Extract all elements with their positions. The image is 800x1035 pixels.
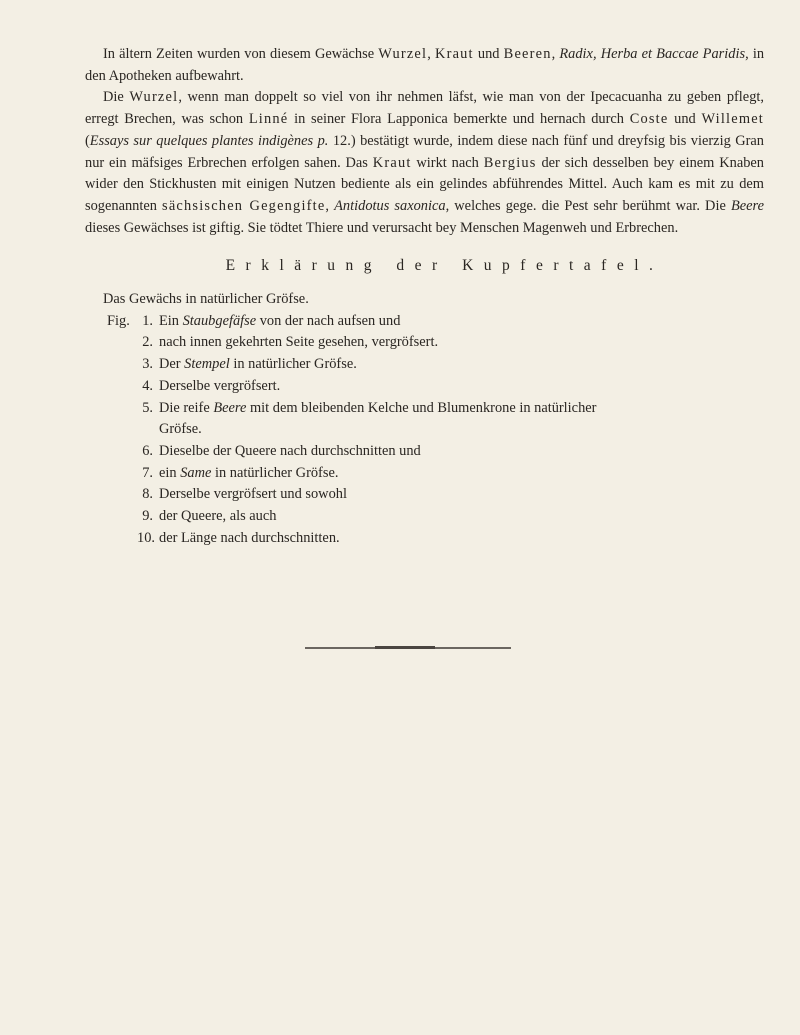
plate-intro: Das Gewächs in natürlicher Gröfse. [103, 291, 309, 308]
figure-item [107, 528, 764, 550]
text-run: Gröfse. [159, 421, 202, 438]
term-wurzel: Wurzel [129, 89, 179, 106]
figure-list [107, 311, 764, 550]
figure-number: 1. [142, 312, 153, 329]
text-run: der Länge nach durchschnitten. [159, 529, 340, 546]
text-run: Derselbe vergröfsert und sowohl [159, 486, 347, 503]
figure-item [107, 441, 764, 463]
figure-description [159, 332, 438, 354]
text-run: nach innen gekehrten Seite gesehen, vergröfsert. [159, 334, 439, 351]
figure-description [159, 376, 280, 398]
text-run: der Queere, als auch [159, 508, 277, 525]
text-run: in seiner Flora Lapponica bemerkte und hernach durch [288, 111, 630, 128]
figure-description [159, 441, 421, 463]
figure-description [159, 528, 340, 550]
figure-term: Staubgefäfse [182, 312, 257, 329]
text-run: und [473, 46, 504, 62]
text-run: mit dem bleibenden Kelche und Blumenkrone in natürlicher [246, 399, 597, 416]
text-run: , wenn man doppelt so viel von ihr nehmen läfst, wie man von der Ipecacuanha zu geben pflegt, erregt Brechen, was schon [85, 89, 764, 128]
figure-number: 4. [142, 377, 153, 394]
text-run: , [325, 197, 335, 214]
figure-item [107, 506, 764, 528]
term-gegengift: sächsischen Gegengifte [162, 197, 326, 214]
text-run: von der nach aufsen und [256, 312, 401, 329]
term-beere: Beere [730, 197, 764, 214]
text-run: In ältern Zeiten wurden von diesem Gewächse [103, 46, 379, 62]
figure-description [159, 311, 400, 333]
figure-item [107, 398, 764, 420]
figure-item [107, 332, 764, 354]
figure-number: 8. [142, 486, 153, 503]
paragraph-effects [85, 87, 764, 239]
figure-item [107, 311, 764, 333]
text-run: Die reife [159, 399, 214, 416]
text-run: der sich desselben bey einem Knaben wider den Stickhusten mit einigen Nutzen bediente als ein gelindes abführendes Mittel. Auch kam es mit zu dem sogenannten [85, 154, 764, 214]
text-run: ( [85, 132, 90, 149]
paragraph-history [85, 44, 764, 87]
figure-number: 6. [142, 442, 153, 459]
figure-number: 7. [142, 464, 153, 481]
divider-rule [305, 647, 511, 649]
text-run: , [551, 46, 560, 62]
author-bergius: Bergius [483, 154, 537, 171]
term-beeren: Beeren [503, 46, 552, 62]
fig-prefix: Fig. [107, 312, 130, 329]
figure-number: 10. [137, 529, 155, 546]
figure-item [107, 354, 764, 376]
section-heading: Erklärung der Kupfertafel. [225, 257, 664, 275]
figure-description [159, 398, 596, 420]
figure-item [107, 463, 764, 485]
figure-term: Beere [213, 399, 247, 416]
figure-item [107, 484, 764, 506]
text-run: dieses Gewächses ist giftig. Sie tödtet Thiere und verursacht bey Menschen Magenweh und Erbrechen. [85, 219, 679, 236]
figure-description [159, 354, 357, 376]
text-run: , [427, 46, 435, 62]
figure-description [159, 419, 202, 441]
text-run: in natürlicher Gröfse. [211, 464, 339, 481]
text-run: in natürlicher Gröfse. [229, 356, 357, 373]
figure-number: 9. [142, 508, 153, 525]
figure-description [159, 484, 347, 506]
text-run: Derselbe vergröfsert. [159, 377, 281, 394]
text-run: Die [103, 89, 130, 106]
author-linne: Linné [248, 111, 289, 128]
figure-term: Stempel [184, 356, 230, 373]
figure-term: Same [180, 464, 212, 481]
figure-item [107, 419, 764, 441]
text-run: wirkt nach [411, 154, 484, 171]
author-coste: Coste [629, 111, 669, 128]
text-run: Dieselbe der Queere nach durchschnitten und [159, 442, 421, 459]
figure-number: 2. [142, 334, 153, 351]
figure-number: 3. [142, 356, 153, 373]
figure-item [107, 376, 764, 398]
latin-name: Radix, Herba et Baccae Paridis [559, 46, 746, 62]
citation-title: Essays sur quelques plantes indigènes p. [89, 132, 329, 149]
figure-description [159, 463, 338, 485]
author-willemet: Willemet [701, 111, 765, 128]
text-run: und [668, 111, 702, 128]
text-run: 12.) bestätigt wurde, indem diese nach fünf und dreyfsig bis vierzig Gran nur ein mäfsiges Erbrechen erfolgen sahen. Das [85, 132, 764, 171]
term-kraut: Kraut [434, 46, 474, 62]
text-run: Der [159, 356, 185, 373]
text-run: , welches gege. die Pest sehr berühmt war. Die [445, 197, 731, 214]
text-run: ein [159, 464, 181, 481]
figure-number: 5. [142, 399, 153, 416]
text-run: , in den Apotheken aufbewahrt. [85, 46, 765, 84]
term-kraut: Kraut [372, 154, 412, 171]
latin-antidotus: Antidotus saxonica [334, 197, 446, 214]
text-run: Ein [159, 312, 183, 329]
figure-description [159, 506, 276, 528]
term-wurzel: Wurzel [378, 46, 428, 62]
